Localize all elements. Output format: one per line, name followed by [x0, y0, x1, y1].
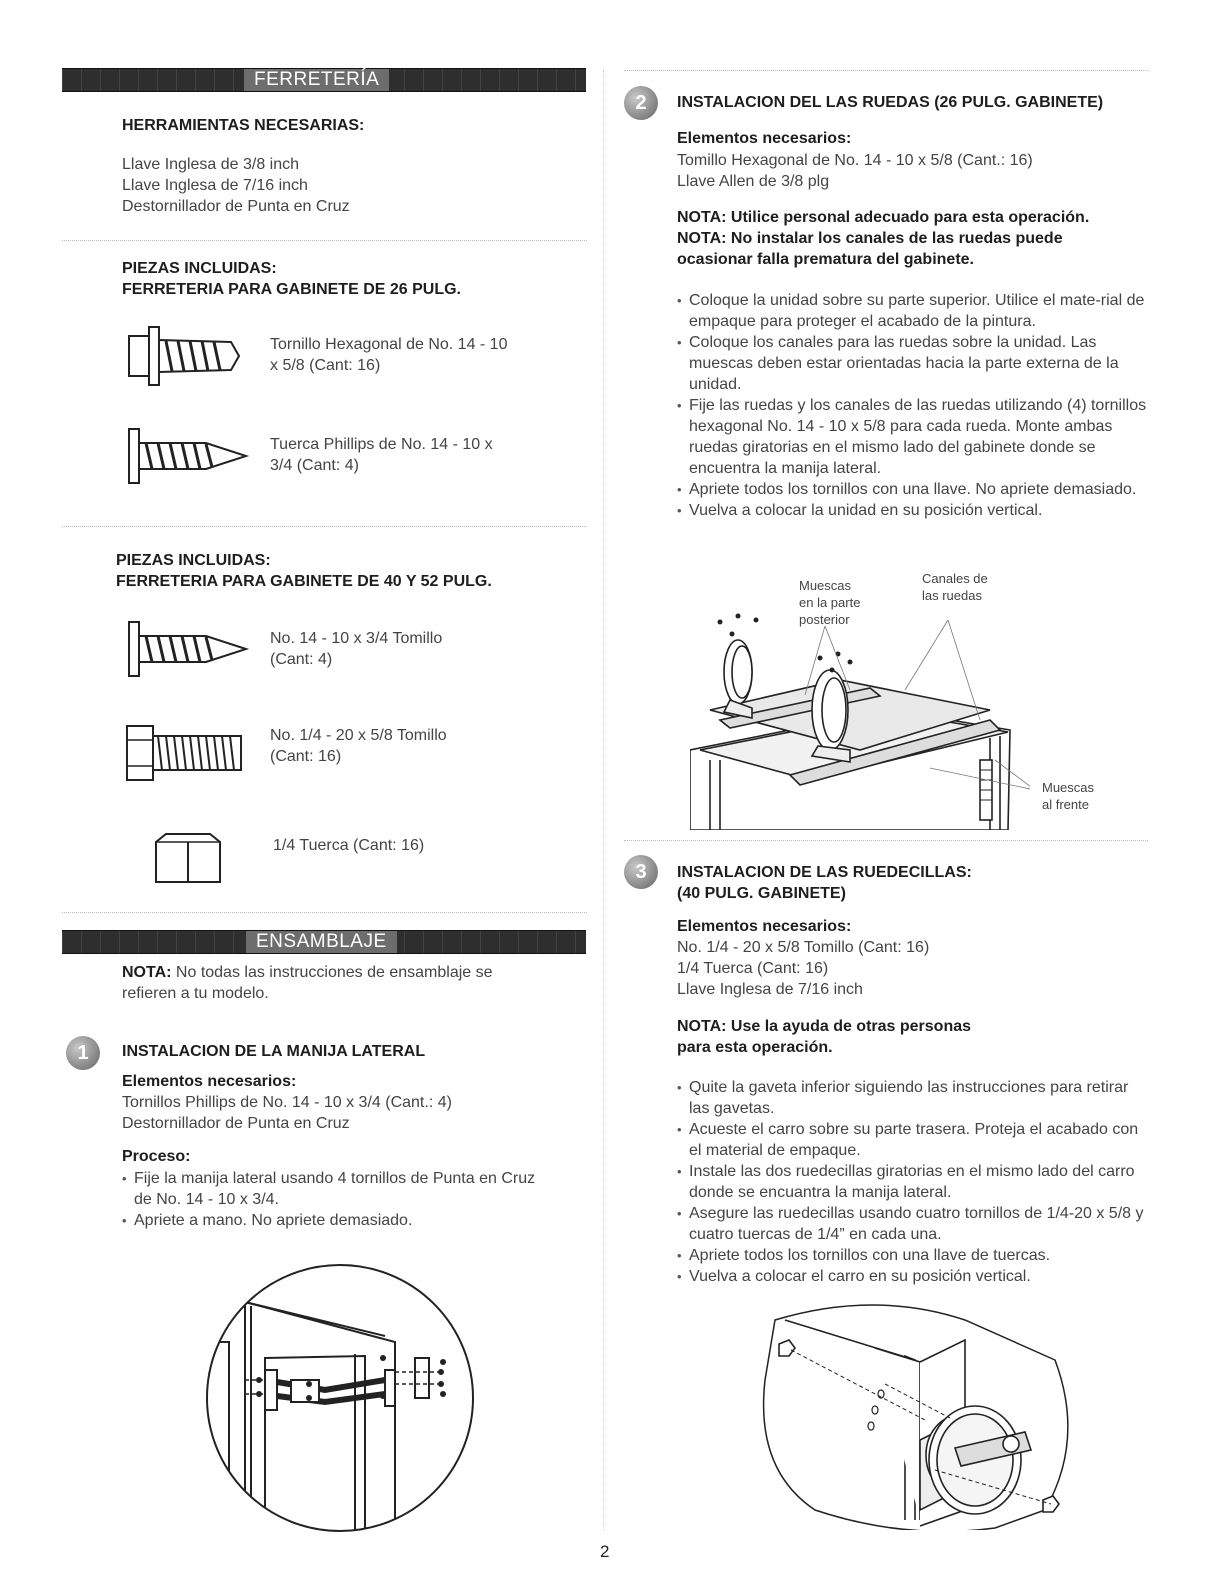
list-item: • Fije las ruedas y los canales de las ruedas utilizando (4) tornillos hexagonal No. 14 - 10 x 5/8 para cada rueda. Monte ambas ruedas giratorias en el mismo lado del gabinete donde se encuentra la manija lateral.	[677, 395, 1152, 479]
step-2-bullets	[677, 290, 1152, 521]
caster-bolting-illustration	[755, 1300, 1085, 1530]
ferreteria-banner	[62, 68, 586, 92]
needed-list: Tomillo Hexagonal de No. 14 - 10 x 5/8 (Cant.: 16) Llave Allen de 3/8 plg	[677, 152, 1033, 190]
figure-label-front-notches: Muescas al frente	[1042, 780, 1095, 812]
divider	[62, 240, 587, 241]
list-item: • Vuelva a colocar la unidad en su posición vertical.	[677, 500, 1152, 521]
list-item: • Quite la gaveta inferior siguiendo las instrucciones para retirar las gavetas.	[677, 1077, 1147, 1119]
assembly-note: NOTA: No todas las instrucciones de ensamblaje se refieren a tu modelo.	[122, 964, 493, 1002]
step-2-badge: 2	[624, 86, 658, 120]
handle-installation-illustration	[205, 1262, 475, 1534]
tools-heading: HERRAMIENTAS NECESARIAS:	[122, 117, 365, 134]
list-item: • Apriete a mano. No apriete demasiado.	[122, 1210, 552, 1231]
tool-item: Llave Inglesa de 3/8 inch	[122, 156, 300, 173]
list-item: • Apriete todos los tornillos con una llave de tuercas.	[677, 1245, 1147, 1266]
step-2-notes: NOTA: Utilice personal adecuado para esta operación. NOTA: No instalar los canales de las ruedas puede ocasionar falla prematura del gabinete.	[677, 209, 1090, 268]
step-3-badge: 3	[624, 855, 658, 889]
phillips-screw-icon	[126, 618, 256, 680]
parts-heading: PIEZAS INCLUIDAS: FERRETERIA PARA GABINETE DE 40 Y 52 PULG.	[116, 552, 492, 590]
list-item: • Coloque la unidad sobre su parte superior. Utilice el mate-rial de empaque para proteger el acabado de la pintura.	[677, 290, 1152, 332]
divider	[624, 840, 1148, 841]
step-3-notes: NOTA: Use la ayuda de otras personas para esta operación.	[677, 1018, 972, 1056]
tool-item: Llave Inglesa de 7/16 inch	[122, 177, 308, 194]
divider	[62, 912, 587, 913]
list-item: • Acueste el carro sobre su parte trasera. Proteja el acabado con el material de empaque.	[677, 1119, 1147, 1161]
list-item: • Vuelva a colocar el carro en su posición vertical.	[677, 1266, 1147, 1287]
hex-bolt-icon	[124, 716, 248, 790]
ensamblaje-banner-title: ENSAMBLAJE	[246, 931, 397, 953]
step-3-title: INSTALACION DE LAS RUEDECILLAS: (40 PULG. GABINETE)	[677, 864, 972, 902]
column-divider	[603, 70, 604, 1530]
step-1-badge: 1	[66, 1036, 100, 1070]
needed-heading: Elementos necesarios:	[677, 918, 852, 935]
step-1-title: INSTALACION DE LA MANIJA LATERAL	[122, 1043, 426, 1060]
page-number: 2	[600, 1542, 610, 1561]
needed-list: Tornillos Phillips de No. 14 - 10 x 3/4 (Cant.: 4) Destornillador de Punta en Cruz	[122, 1094, 452, 1132]
caster-installation-illustration	[690, 600, 1030, 830]
needed-list: No. 1/4 - 20 x 5/8 Tomillo (Cant: 16) 1/4 Tuerca (Cant: 16) Llave Inglesa de 7/16 inch	[677, 939, 930, 998]
step-1-bullets	[122, 1168, 552, 1231]
divider	[62, 526, 587, 527]
figure-label-caster-channels: Canales de las ruedas	[922, 571, 988, 603]
hex-bolt-icon	[126, 322, 246, 392]
part-description: Tornillo Hexagonal de No. 14 - 10 x 5/8 (Cant: 16)	[270, 336, 508, 374]
figure-label-rear-notches: Muescas en la parte posterior	[799, 578, 861, 627]
phillips-screw-icon	[126, 425, 256, 487]
needed-heading: Elementos necesarios:	[677, 130, 852, 147]
part-description: 1/4 Tuerca (Cant: 16)	[273, 837, 425, 854]
hex-nut-icon	[152, 830, 224, 886]
list-item: • Apriete todos los tornillos con una llave. No apriete demasiado.	[677, 479, 1152, 500]
needed-heading: Elementos necesarios:	[122, 1073, 297, 1090]
list-item: • Instale las dos ruedecillas giratorias en el mismo lado del carro donde se encuantra la manija lateral.	[677, 1161, 1147, 1203]
process-heading: Proceso:	[122, 1148, 191, 1165]
tools-list	[122, 154, 350, 217]
part-description: Tuerca Phillips de No. 14 - 10 x 3/4 (Cant: 4)	[270, 436, 493, 474]
list-item: • Coloque los canales para las ruedas sobre la unidad. Las muescas deben estar orientadas hacia la parte externa de la unidad.	[677, 332, 1152, 395]
divider	[624, 70, 1148, 71]
step-3-bullets	[677, 1077, 1147, 1287]
tool-item: Destornillador de Punta en Cruz	[122, 198, 350, 215]
ensamblaje-banner	[62, 930, 586, 954]
parts-heading: PIEZAS INCLUIDAS: FERRETERIA PARA GABINETE DE 26 PULG.	[122, 260, 461, 298]
ferreteria-banner-title: FERRETERÍA	[244, 69, 389, 91]
part-description: No. 1/4 - 20 x 5/8 Tomillo (Cant: 16)	[270, 727, 447, 765]
step-2-title: INSTALACION DEL LAS RUEDAS (26 PULG. GABINETE)	[677, 94, 1104, 111]
part-description: No. 14 - 10 x 3/4 Tomillo (Cant: 4)	[270, 630, 443, 668]
list-item: • Asegure las ruedecillas usando cuatro tornillos de 1/4-20 x 5/8 y cuatro tuercas de 1/4” en cada una.	[677, 1203, 1147, 1245]
list-item: • Fije la manija lateral usando 4 tornillos de Punta en Cruz de No. 14 - 10 x 3/4.	[122, 1168, 552, 1210]
